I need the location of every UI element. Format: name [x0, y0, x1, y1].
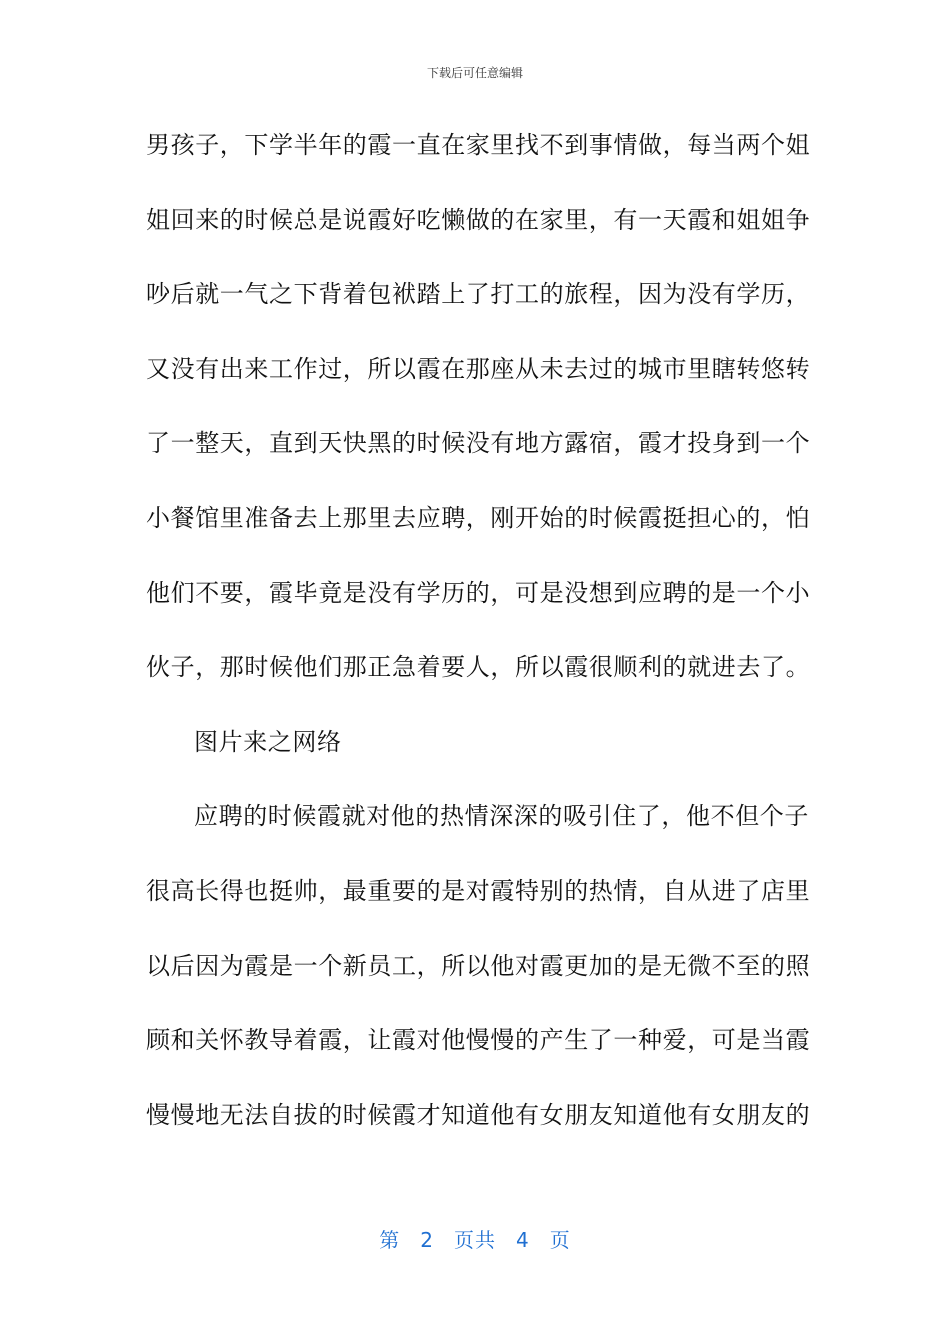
text-line: 又没有出来工作过，所以霞在那座从未去过的城市里瞎转悠转: [146, 354, 811, 383]
total-pages-number: 4: [516, 1228, 530, 1252]
page-label-prefix: 第: [379, 1228, 401, 1252]
text-line: 顾和关怀教导着霞，让霞对他慢慢的产生了一种爱，可是当霞: [146, 1026, 811, 1055]
text-line: 他们不要，霞毕竟是没有学历的，可是没想到应聘的是一个小: [146, 578, 811, 607]
text-line: 慢慢地无法自拔的时候霞才知道他有女朋友知道他有女朋友的: [146, 1100, 811, 1129]
text-line: 男孩子，下学半年的霞一直在家里找不到事情做，每当两个姐: [146, 131, 811, 159]
text-line: 姐回来的时候总是说霞好吃懒做的在家里，有一天霞和姐姐争: [146, 205, 811, 234]
page-label-suffix: 页: [549, 1228, 571, 1252]
page-header: 下载后可任意编辑: [426, 66, 523, 80]
text-line: 以后因为霞是一个新员工，所以他对霞更加的是无微不至的照: [146, 951, 811, 980]
current-page-number: 2: [420, 1228, 434, 1252]
text-line: 了一整天，直到天快黑的时候没有地方露宿，霞才投身到一个: [146, 429, 811, 458]
text-line: 很高长得也挺帅，最重要的是对霞特别的热情，自从进了店里: [146, 876, 811, 905]
text-line: 伙子，那时候他们那正急着要人，所以霞很顺利的就进去了。: [146, 653, 811, 682]
document-body: [146, 124, 811, 1168]
text-line: 吵后就一气之下背着包袱踏上了打工的旅程，因为没有学历，: [146, 280, 811, 309]
image-caption: 图片来之网络: [194, 727, 342, 756]
page-footer: [0, 1224, 950, 1253]
page-label-mid: 页共: [454, 1228, 496, 1252]
text-line: 小餐馆里准备去上那里去应聘，刚开始的时候霞挺担心的，怕: [146, 503, 811, 532]
paragraph-start-line: 应聘的时候霞就对他的热情深深的吸引住了，他不但个子: [194, 802, 809, 831]
